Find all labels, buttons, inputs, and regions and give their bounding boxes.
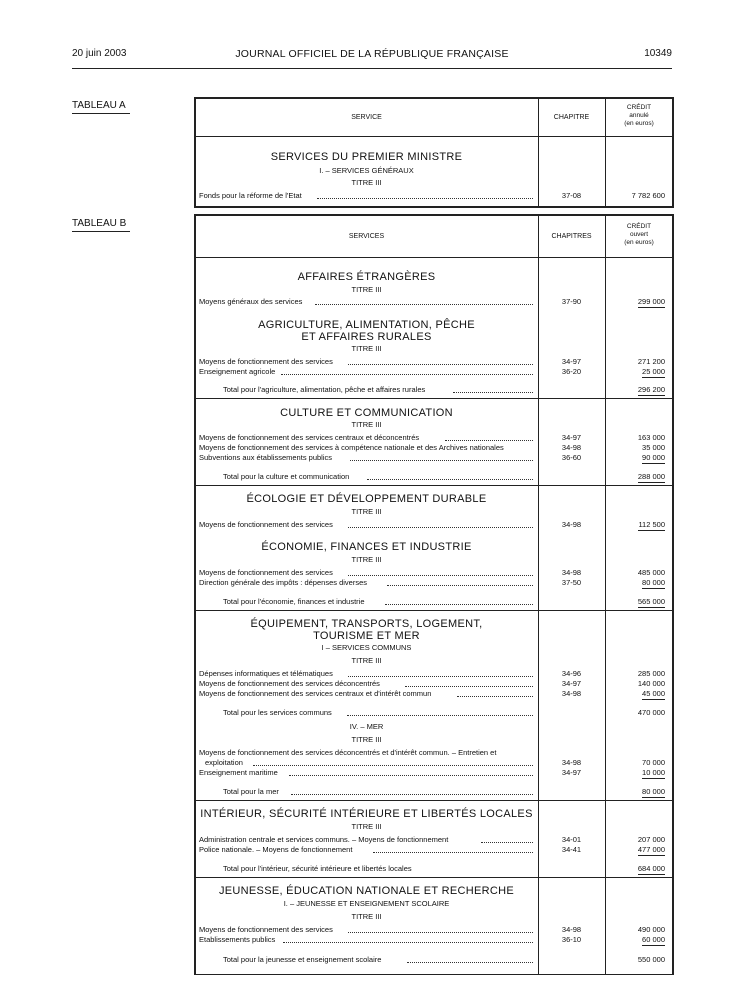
table-row: Fonds pour la réforme de l'Etat 37-08 7 782 600 <box>199 191 665 200</box>
table-row: Moyens de fonctionnement des services déconcentrés 34-97 140 000 <box>199 679 665 688</box>
section-title: ÉCONOMIE, FINANCES ET INDUSTRIE <box>261 541 472 553</box>
section-subtitle: IV. – MER <box>349 722 384 731</box>
table-row: Moyens de fonctionnement des services 34-98 490 000 <box>199 925 665 934</box>
section-title: ET AFFAIRES RURALES <box>301 331 432 343</box>
table-row: Etablissements publics 36-10 60 000 <box>199 935 665 944</box>
table-header: SERVICES CHAPITRES CRÉDIT ouvert (en euros) <box>195 215 673 258</box>
section-subtitle: I. – JEUNESSE ET ENSEIGNEMENT SCOLAIRE <box>283 899 450 908</box>
titre-label: TITRE III <box>351 344 382 353</box>
table-row: exploitation 34-98 70 000 <box>205 758 665 767</box>
table-row: Direction générale des impôts : dépenses diverses 37-50 80 000 <box>199 578 665 587</box>
page-number: 10349 <box>644 48 672 59</box>
tableau-b-table <box>194 214 674 975</box>
table-row: Moyens de fonctionnement des services 34-97 271 200 <box>199 357 665 366</box>
table-row: Police nationale. – Moyens de fonctionnement 34-41 477 000 <box>199 845 665 854</box>
issue-date: 20 juin 2003 <box>72 48 127 59</box>
table-header: SERVICE CHAPITRE CRÉDIT annulé (en euros) <box>195 98 673 137</box>
titre-label: TITRE III <box>351 912 382 921</box>
page-header <box>72 48 672 62</box>
section-title: ÉQUIPEMENT, TRANSPORTS, LOGEMENT, <box>250 618 483 630</box>
titre-label: TITRE III <box>351 555 382 564</box>
titre-label: TITRE III <box>351 285 382 294</box>
titre-label: TITRE III <box>351 178 382 187</box>
table-row: Moyens de fonctionnement des services centraux et d'intérêt commun 34-98 45 000 <box>199 689 665 698</box>
total-row: Total pour l'intérieur, sécurité intérieure et libertés locales 684 000 <box>223 864 665 873</box>
total-row: Total pour les services communs 470 000 <box>223 708 665 717</box>
section-title: CULTURE ET COMMUNICATION <box>280 407 453 419</box>
section-subtitle: I – SERVICES COMMUNS <box>321 643 412 652</box>
tableau-a-label: TABLEAU A <box>72 100 126 111</box>
total-row: Total pour la culture et communication 288 000 <box>223 472 665 481</box>
table-row: Subventions aux établissements publics 36-60 90 000 <box>199 453 665 462</box>
tableau-a-table <box>194 97 674 208</box>
table-row: Moyens de fonctionnement des services centraux et déconcentrés 34-97 163 000 <box>199 433 665 442</box>
section-title: ÉCOLOGIE ET DÉVELOPPEMENT DURABLE <box>246 493 487 505</box>
section-title: SERVICES DU PREMIER MINISTRE <box>270 151 463 163</box>
journal-title: JOURNAL OFFICIEL DE LA RÉPUBLIQUE FRANÇAISE <box>235 48 509 60</box>
titre-label: TITRE III <box>351 735 382 744</box>
total-row: Total pour l'agriculture, alimentation, pêche et affaires rurales 296 200 <box>223 385 665 394</box>
section-subtitle: I. – SERVICES GÉNÉRAUX <box>319 166 414 175</box>
total-row: Total pour l'économie, finances et industrie 565 000 <box>223 597 665 606</box>
tableau-b-label: TABLEAU B <box>72 218 126 229</box>
table-row: Enseignement maritime 34-97 10 000 <box>199 768 665 777</box>
table-row: Moyens de fonctionnement des services 34-98 112 500 <box>199 520 665 529</box>
titre-label: TITRE III <box>351 822 382 831</box>
section-title: JEUNESSE, ÉDUCATION NATIONALE ET RECHERCHE <box>219 885 514 897</box>
table-row: Moyens de fonctionnement des services déconcentrés et d'intérêt commun. – Entretien et <box>199 748 497 757</box>
section-title: INTÉRIEUR, SÉCURITÉ INTÉRIEURE ET LIBERTÉS LOCALES <box>200 808 533 820</box>
total-row: Total pour la mer 80 000 <box>223 787 665 796</box>
total-row: Total pour la jeunesse et enseignement scolaire 550 000 <box>223 955 665 964</box>
table-row: Moyens de fonctionnement des services 34-98 485 000 <box>199 568 665 577</box>
titre-label: TITRE III <box>351 420 382 429</box>
header-rule <box>72 68 672 69</box>
table-row: Enseignement agricole 36-20 25 000 <box>199 367 665 376</box>
table-row: Moyens de fonctionnement des services à compétence nationale et des Archives nationales 34-98 35 000 <box>199 443 665 452</box>
section-title: TOURISME ET MER <box>313 630 420 642</box>
titre-label: TITRE III <box>351 507 382 516</box>
table-row: Administration centrale et services communs. – Moyens de fonctionnement 34-01 207 000 <box>199 835 665 844</box>
section-title: AGRICULTURE, ALIMENTATION, PÊCHE <box>258 319 475 331</box>
table-row: Dépenses informatiques et télématiques 34-96 285 000 <box>199 669 665 678</box>
titre-label: TITRE III <box>351 656 382 665</box>
section-title: AFFAIRES ÉTRANGÈRES <box>297 271 436 283</box>
table-row: Moyens généraux des services 37-90 299 000 <box>199 297 665 306</box>
